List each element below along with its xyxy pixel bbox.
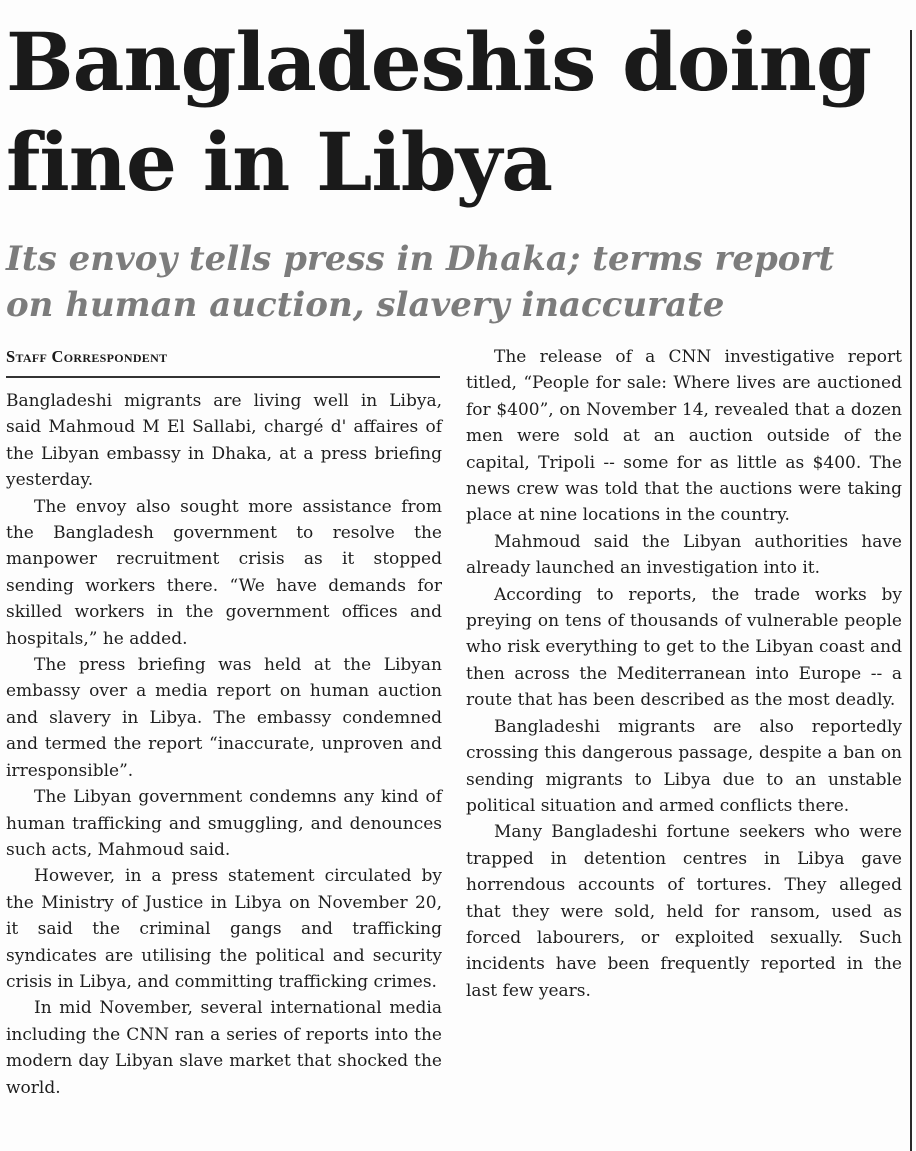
- paragraph: The envoy also sought more assistance from the Bangladesh government to resolve the manpower recruitment crisis as it stopped sending workers there. “We have demands for skilled workers in the government offices and hospitals,” he added.: [6, 496, 442, 649]
- paragraph: The Libyan government condemns any kind of human trafficking and smuggling, and denounces such acts, Mahmoud said.: [6, 787, 442, 860]
- headline: Bangladeshis doing fine in Libya: [6, 15, 871, 209]
- paragraph: According to reports, the trade works by preying on tens of thousands of vulnerable people who risk everything to get to the Libyan coast and then across the Mediterranean into Europe -- a route that has been described as the most deadly.: [466, 584, 902, 711]
- paragraph: Bangladeshi migrants are also reportedly crossing this dangerous passage, despite a ban on sending migrants to Libya due to an unstable political situation and armed conflicts there.: [466, 716, 902, 816]
- column-rule: [910, 30, 912, 1151]
- article-column-right: [466, 344, 902, 1004]
- paragraph: Many Bangladeshi fortune seekers who were trapped in detention centres in Libya gave horrendous accounts of tortures. They alleged that they were sold, held for ransom, used as forced labourers, or exploited sexually. Such incidents have been frequently reported in the last few years.: [466, 822, 902, 1001]
- paragraph: However, in a press statement circulated by the Ministry of Justice in Libya on November 20, it said the criminal gangs and trafficking syndicates are utilising the political and security crisis in Libya, and committing trafficking crimes.: [6, 866, 442, 992]
- paragraph: The release of a CNN investigative report titled, “People for sale: Where lives are auctioned for $400”, on November 14, revealed that a dozen men were sold at an auction outside of the capital, Tripoli -- some for as little as $400. The news crew was told that the auctions were taking place at nine locations in the country.: [466, 347, 902, 526]
- byline: Staff Correspondent: [6, 347, 168, 366]
- subheadline: Its envoy tells press in Dhaka; terms report on human auction, slavery inaccurate: [6, 239, 835, 325]
- paragraph: In mid November, several international media including the CNN ran a series of reports into the modern day Libyan slave market that shocked the world.: [6, 998, 442, 1098]
- paragraph: Bangladeshi migrants are living well in Libya, said Mahmoud M El Sallabi, chargé d' affaires of the Libyan embassy in Dhaka, at a press briefing yesterday.: [6, 391, 442, 491]
- paragraph: The press briefing was held at the Libyan embassy over a media report on human auction and slavery in Libya. The embassy condemned and termed the report “inaccurate, unproven and irresponsible”.: [6, 655, 442, 781]
- paragraph: Mahmoud said the Libyan authorities have already launched an investigation into it.: [466, 531, 902, 579]
- byline-divider: [6, 376, 440, 378]
- article-column-left: [6, 344, 442, 1101]
